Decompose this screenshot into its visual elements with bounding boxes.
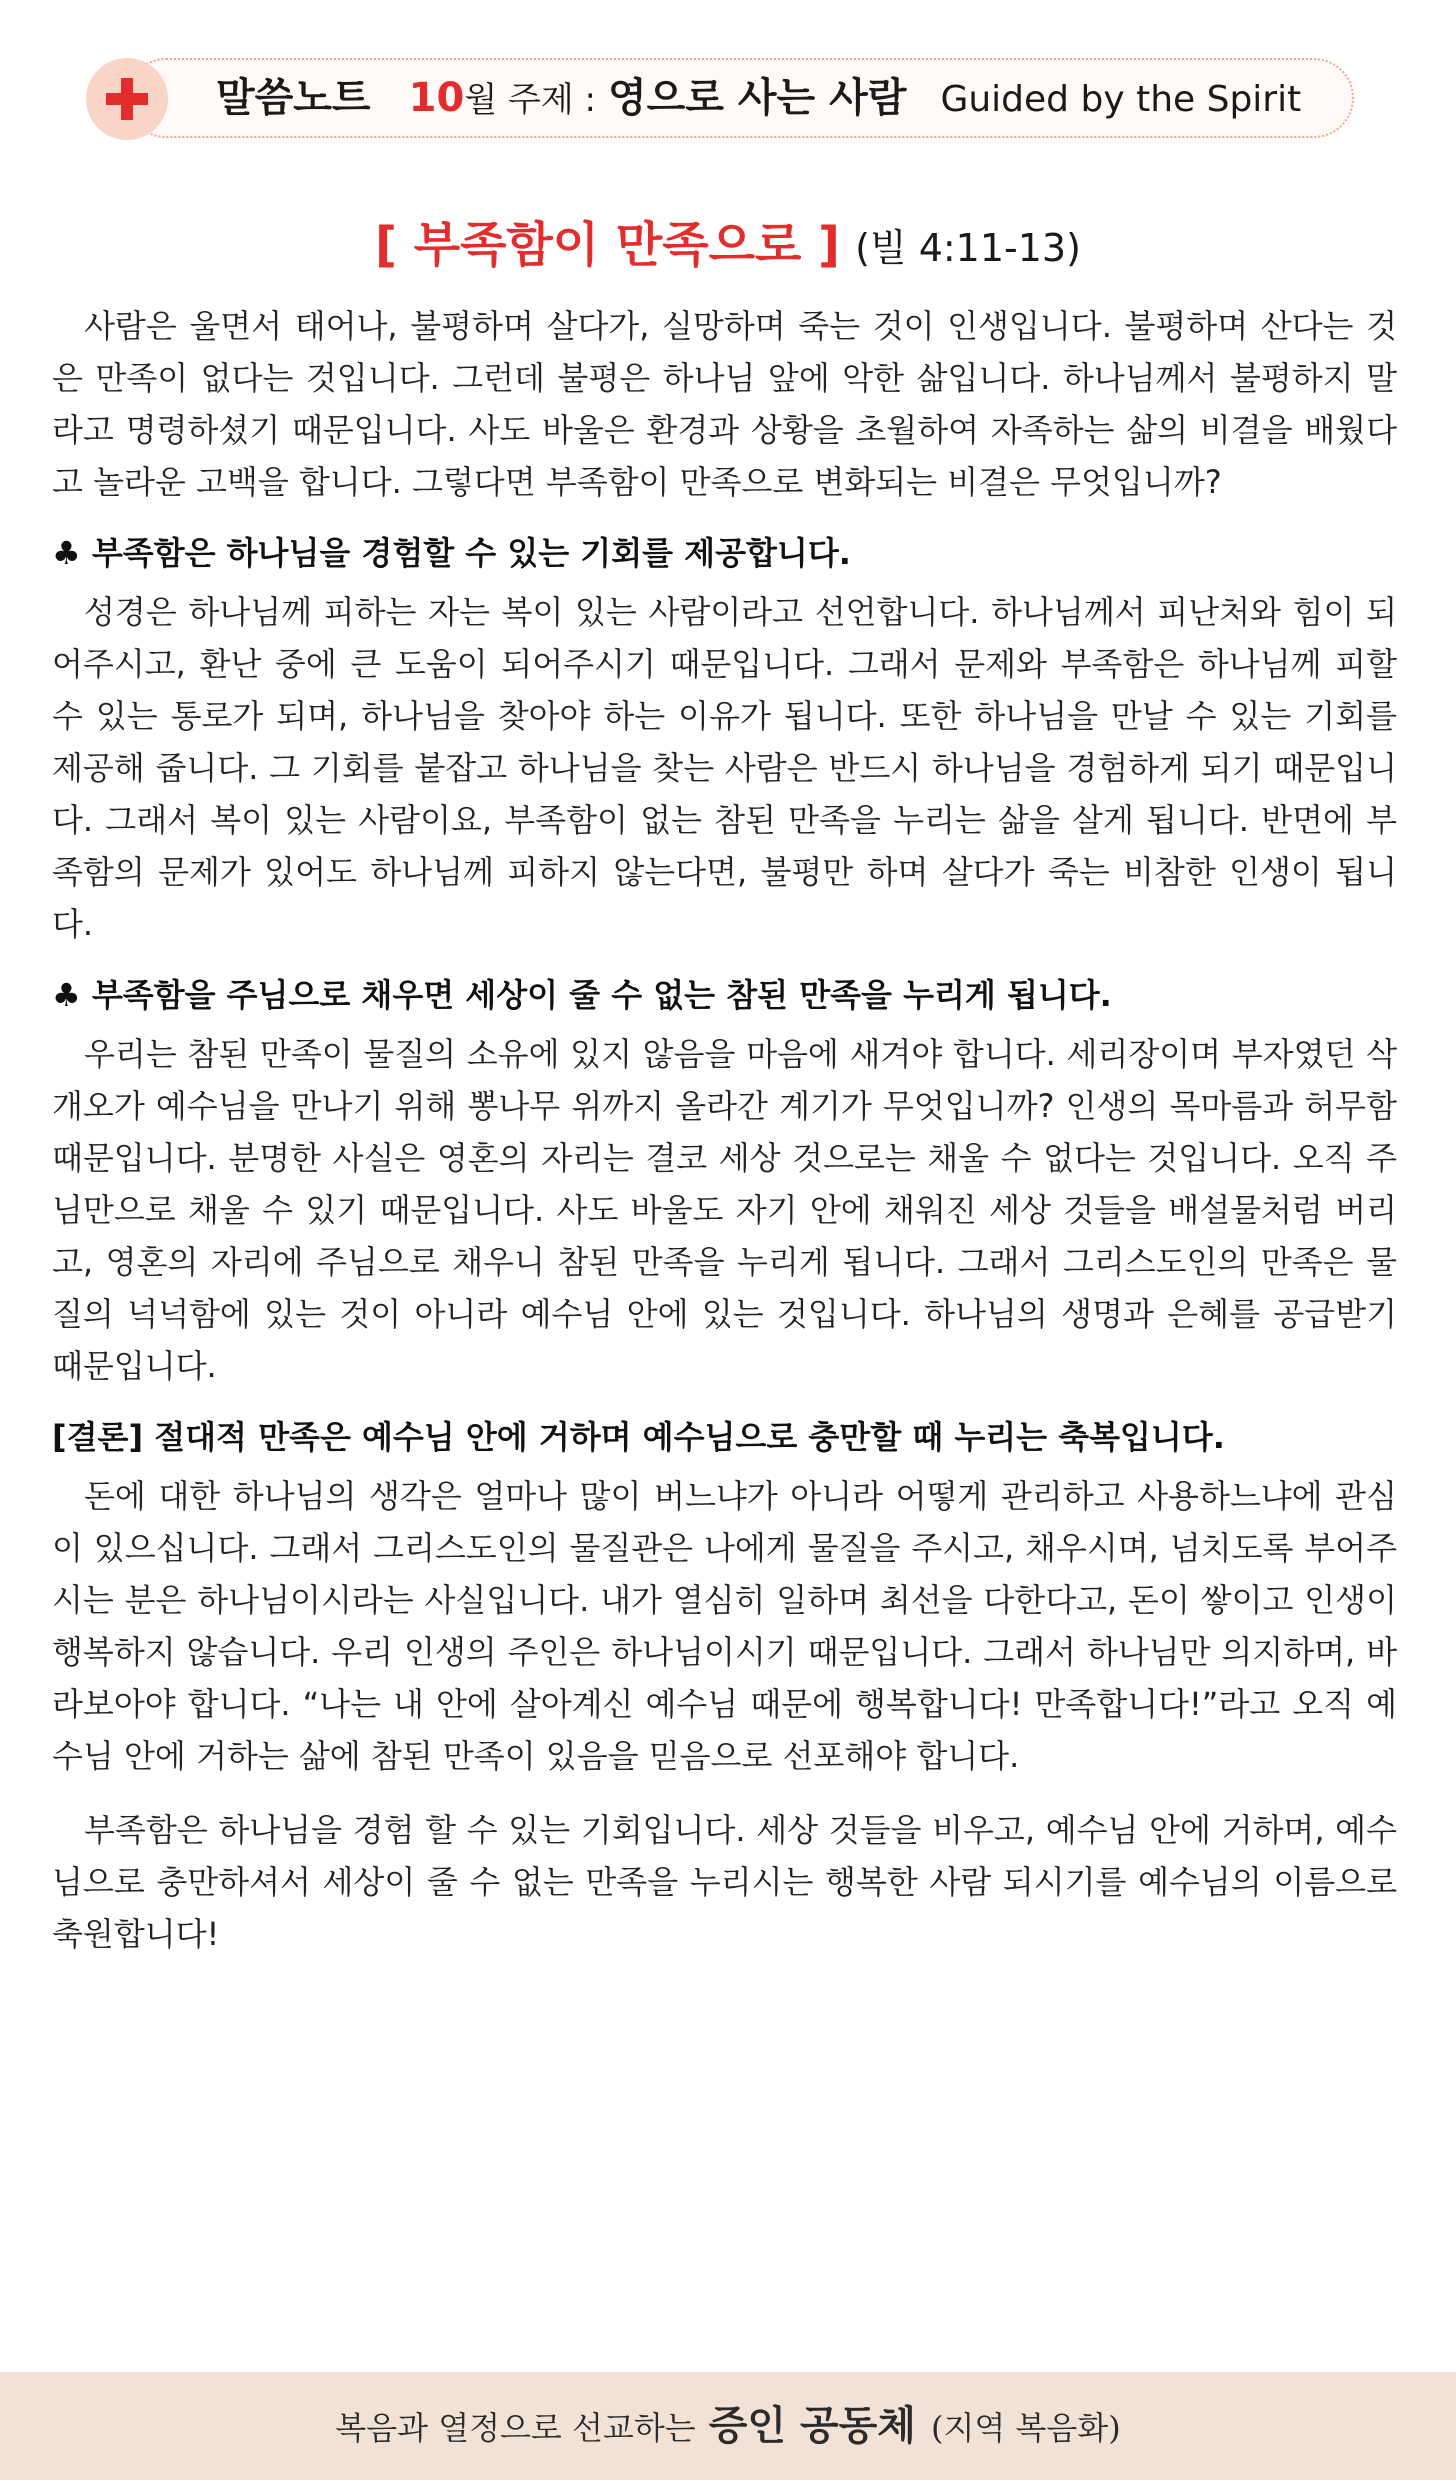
title-main: [ 부족함이 만족으로 ] xyxy=(375,217,840,273)
note-label: 말씀노트 xyxy=(216,75,371,121)
scripture-reference: (빌 4:11-13) xyxy=(855,226,1081,270)
header-banner xyxy=(86,58,1356,138)
footer-sub: (지역 복음화) xyxy=(931,2409,1121,2447)
header-text xyxy=(216,58,1301,138)
month-label: 월 주제 : xyxy=(464,80,596,120)
theme-english: Guided by the Spirit xyxy=(940,79,1302,120)
conclusion-paragraph: 돈에 대한 하나님의 생각은 얼마나 많이 버느냐가 아니라 어떻게 관리하고 사용하느냐에 관심이 있으십니다. 그래서 그리스도인의 물질관은 나에게 물질을 주시고, 채우시며, 넘치도록 부어주시는 분은 하나님이시라는 사실입니다. 내가 열심히 일하며 최선을 다한다고, 돈이 쌓이고 인생이 행복하지 않습니다. 우리 인생의 주인은 하나님이시기 때문입니다. 그래서 하나님만 의지하며, 바라보아야 합니다. “나는 내 안에 살아계신 예수님 때문에 행복합니다! 만족합니다!”라고 오직 예수님 안에 거하는 삶에 참된 만족이 있음을 믿음으로 선포해야 합니다. xyxy=(52,1477,1397,1775)
month-number: 10 xyxy=(408,75,465,121)
sermon-body xyxy=(52,300,1397,1960)
sermon-title xyxy=(0,206,1456,275)
section-paragraph-1: 성경은 하나님께 피하는 자는 복이 있는 사람이라고 선언합니다. 하나님께서 피난처와 힘이 되어주시고, 환난 중에 큰 도움이 되어주시기 때문입니다. 그래서 문제와 부족함은 하나님께 피할 수 있는 통로가 되며, 하나님을 찾아야 하는 이유가 됩니다. 또한 하나님을 만날 수 있는 기회를 제공해 줍니다. 그 기회를 붙잡고 하나님을 찾는 사람은 반드시 하나님을 경험하게 되기 때문입니다. 그래서 복이 있는 사람이요, 부족함이 없는 참된 만족을 누리는 삶을 살게 됩니다. 반면에 부족함의 문제가 있어도 하나님께 피하지 않는다면, 불평만 하며 살다가 죽는 비참한 인생이 됩니다. xyxy=(52,593,1397,943)
closing-paragraph: 부족함은 하나님을 경험 할 수 있는 기회입니다. 세상 것들을 비우고, 예수님 안에 거하며, 예수님으로 충만하셔서 세상이 줄 수 없는 만족을 누리시는 행복한 사람 되시기를 예수님의 이름으로 축원합니다! xyxy=(52,1811,1397,1953)
conclusion-heading: [결론] 절대적 만족은 예수님 안에 거하며 예수님으로 충만할 때 누리는 축복입니다. xyxy=(52,1418,1225,1456)
footer-band xyxy=(0,2372,1456,2480)
section-heading-1: ♣ 부족함은 하나님을 경험할 수 있는 기회를 제공합니다. xyxy=(52,534,851,572)
intro-paragraph: 사람은 울면서 태어나, 불평하며 살다가, 실망하며 죽는 것이 인생입니다. 불평하며 산다는 것은 만족이 없다는 것입니다. 그런데 불평은 하나님 앞에 악한 삶입니다. 하나님께서 불평하지 말라고 명령하셨기 때문입니다. 사도 바울은 환경과 상황을 초월하여 자족하는 삶의 비결을 배웠다고 놀라운 고백을 합니다. 그렇다면 부족함이 만족으로 변화되는 비결은 무엇입니까? xyxy=(52,307,1397,501)
red-cross-icon xyxy=(86,58,168,140)
footer-lead: 복음과 열정으로 선교하는 xyxy=(335,2409,696,2447)
footer-name: 증인 공동체 xyxy=(708,2402,916,2449)
theme-title: 영으로 사는 사람 xyxy=(608,75,907,121)
section-paragraph-2: 우리는 참된 만족이 물질의 소유에 있지 않음을 마음에 새겨야 합니다. 세리장이며 부자였던 삭개오가 예수님을 만나기 위해 뽕나무 위까지 올라간 계기가 무엇입니까? 인생의 목마름과 허무함 때문입니다. 분명한 사실은 영혼의 자리는 결코 세상 것으로는 채울 수 없다는 것입니다. 오직 주님만으로 채울 수 있기 때문입니다. 사도 바울도 자기 안에 채워진 세상 것들을 배설물처럼 버리고, 영혼의 자리에 주님으로 채우니 참된 만족을 누리게 됩니다. 그래서 그리스도인의 만족은 물질의 넉넉함에 있는 것이 아니라 예수님 안에 있는 것입니다. 하나님의 생명과 은혜를 공급받기 때문입니다. xyxy=(52,1035,1397,1385)
section-heading-2: ♣ 부족함을 주님으로 채우면 세상이 줄 수 없는 참된 만족을 누리게 됩니다. xyxy=(52,976,1112,1014)
